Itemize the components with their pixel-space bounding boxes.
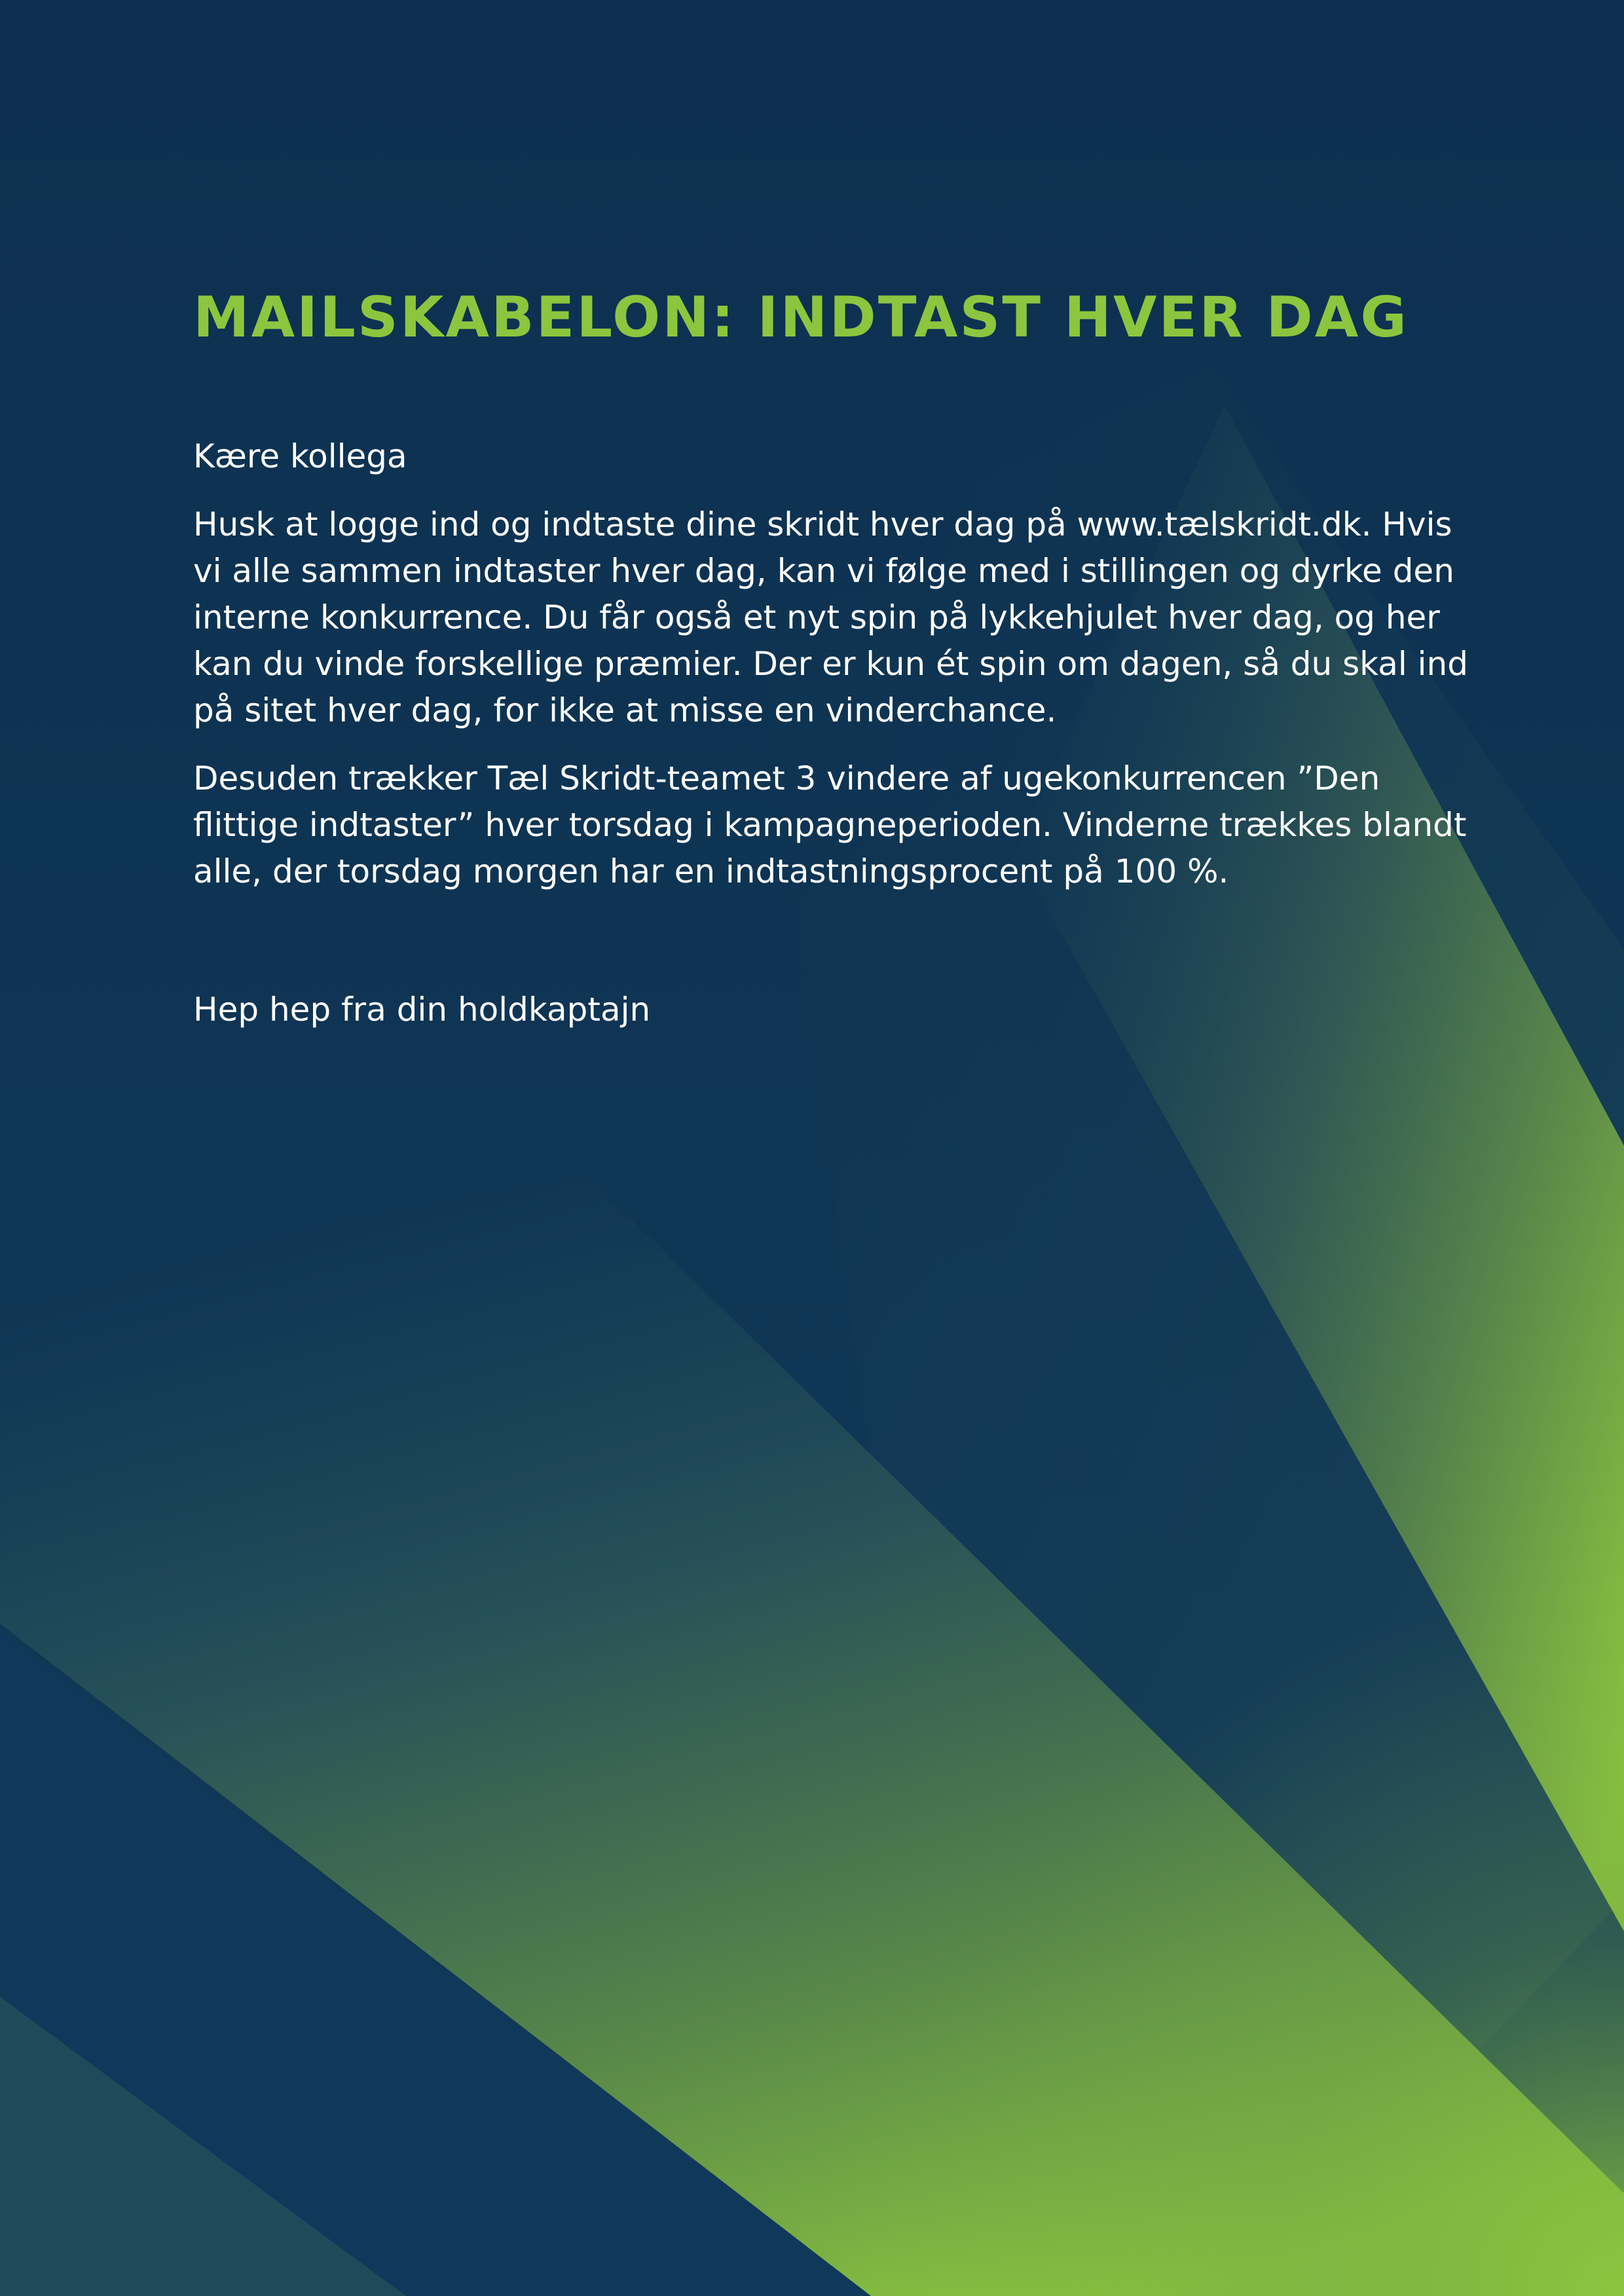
greeting: Kære kollega bbox=[193, 437, 407, 475]
paragraph-daily-entry: Husk at logge ind og indtaste dine skridt hver dag på www.tælskridt.dk. Hvis vi alle sammen indtaster hver dag, kan vi følge med i stillingen og dyrke den interne konkurrence. Du får også et nyt spin på lykkehjulet hver dag, og her kan du vinde forskellige præmier. Der er kun ét spin om dagen, så du skal ind på sitet hver dag, for ikke at misse en vinderchance. bbox=[193, 505, 1468, 729]
page-title: MAILSKABELON: INDTAST HVER DAG bbox=[193, 285, 1409, 350]
letter-content bbox=[193, 282, 1477, 1033]
paragraph-weekly-contest: Desuden trækker Tæl Skridt-teamet 3 vindere af ugekonkurrencen ”Den flittige indtaster” hver torsdag i kampagneperioden. Vinderne trækkes blandt alle, der torsdag morgen har en indtastningsprocent på 100 %. bbox=[193, 759, 1467, 890]
signoff: Hep hep fra din holdkaptajn bbox=[193, 991, 651, 1029]
